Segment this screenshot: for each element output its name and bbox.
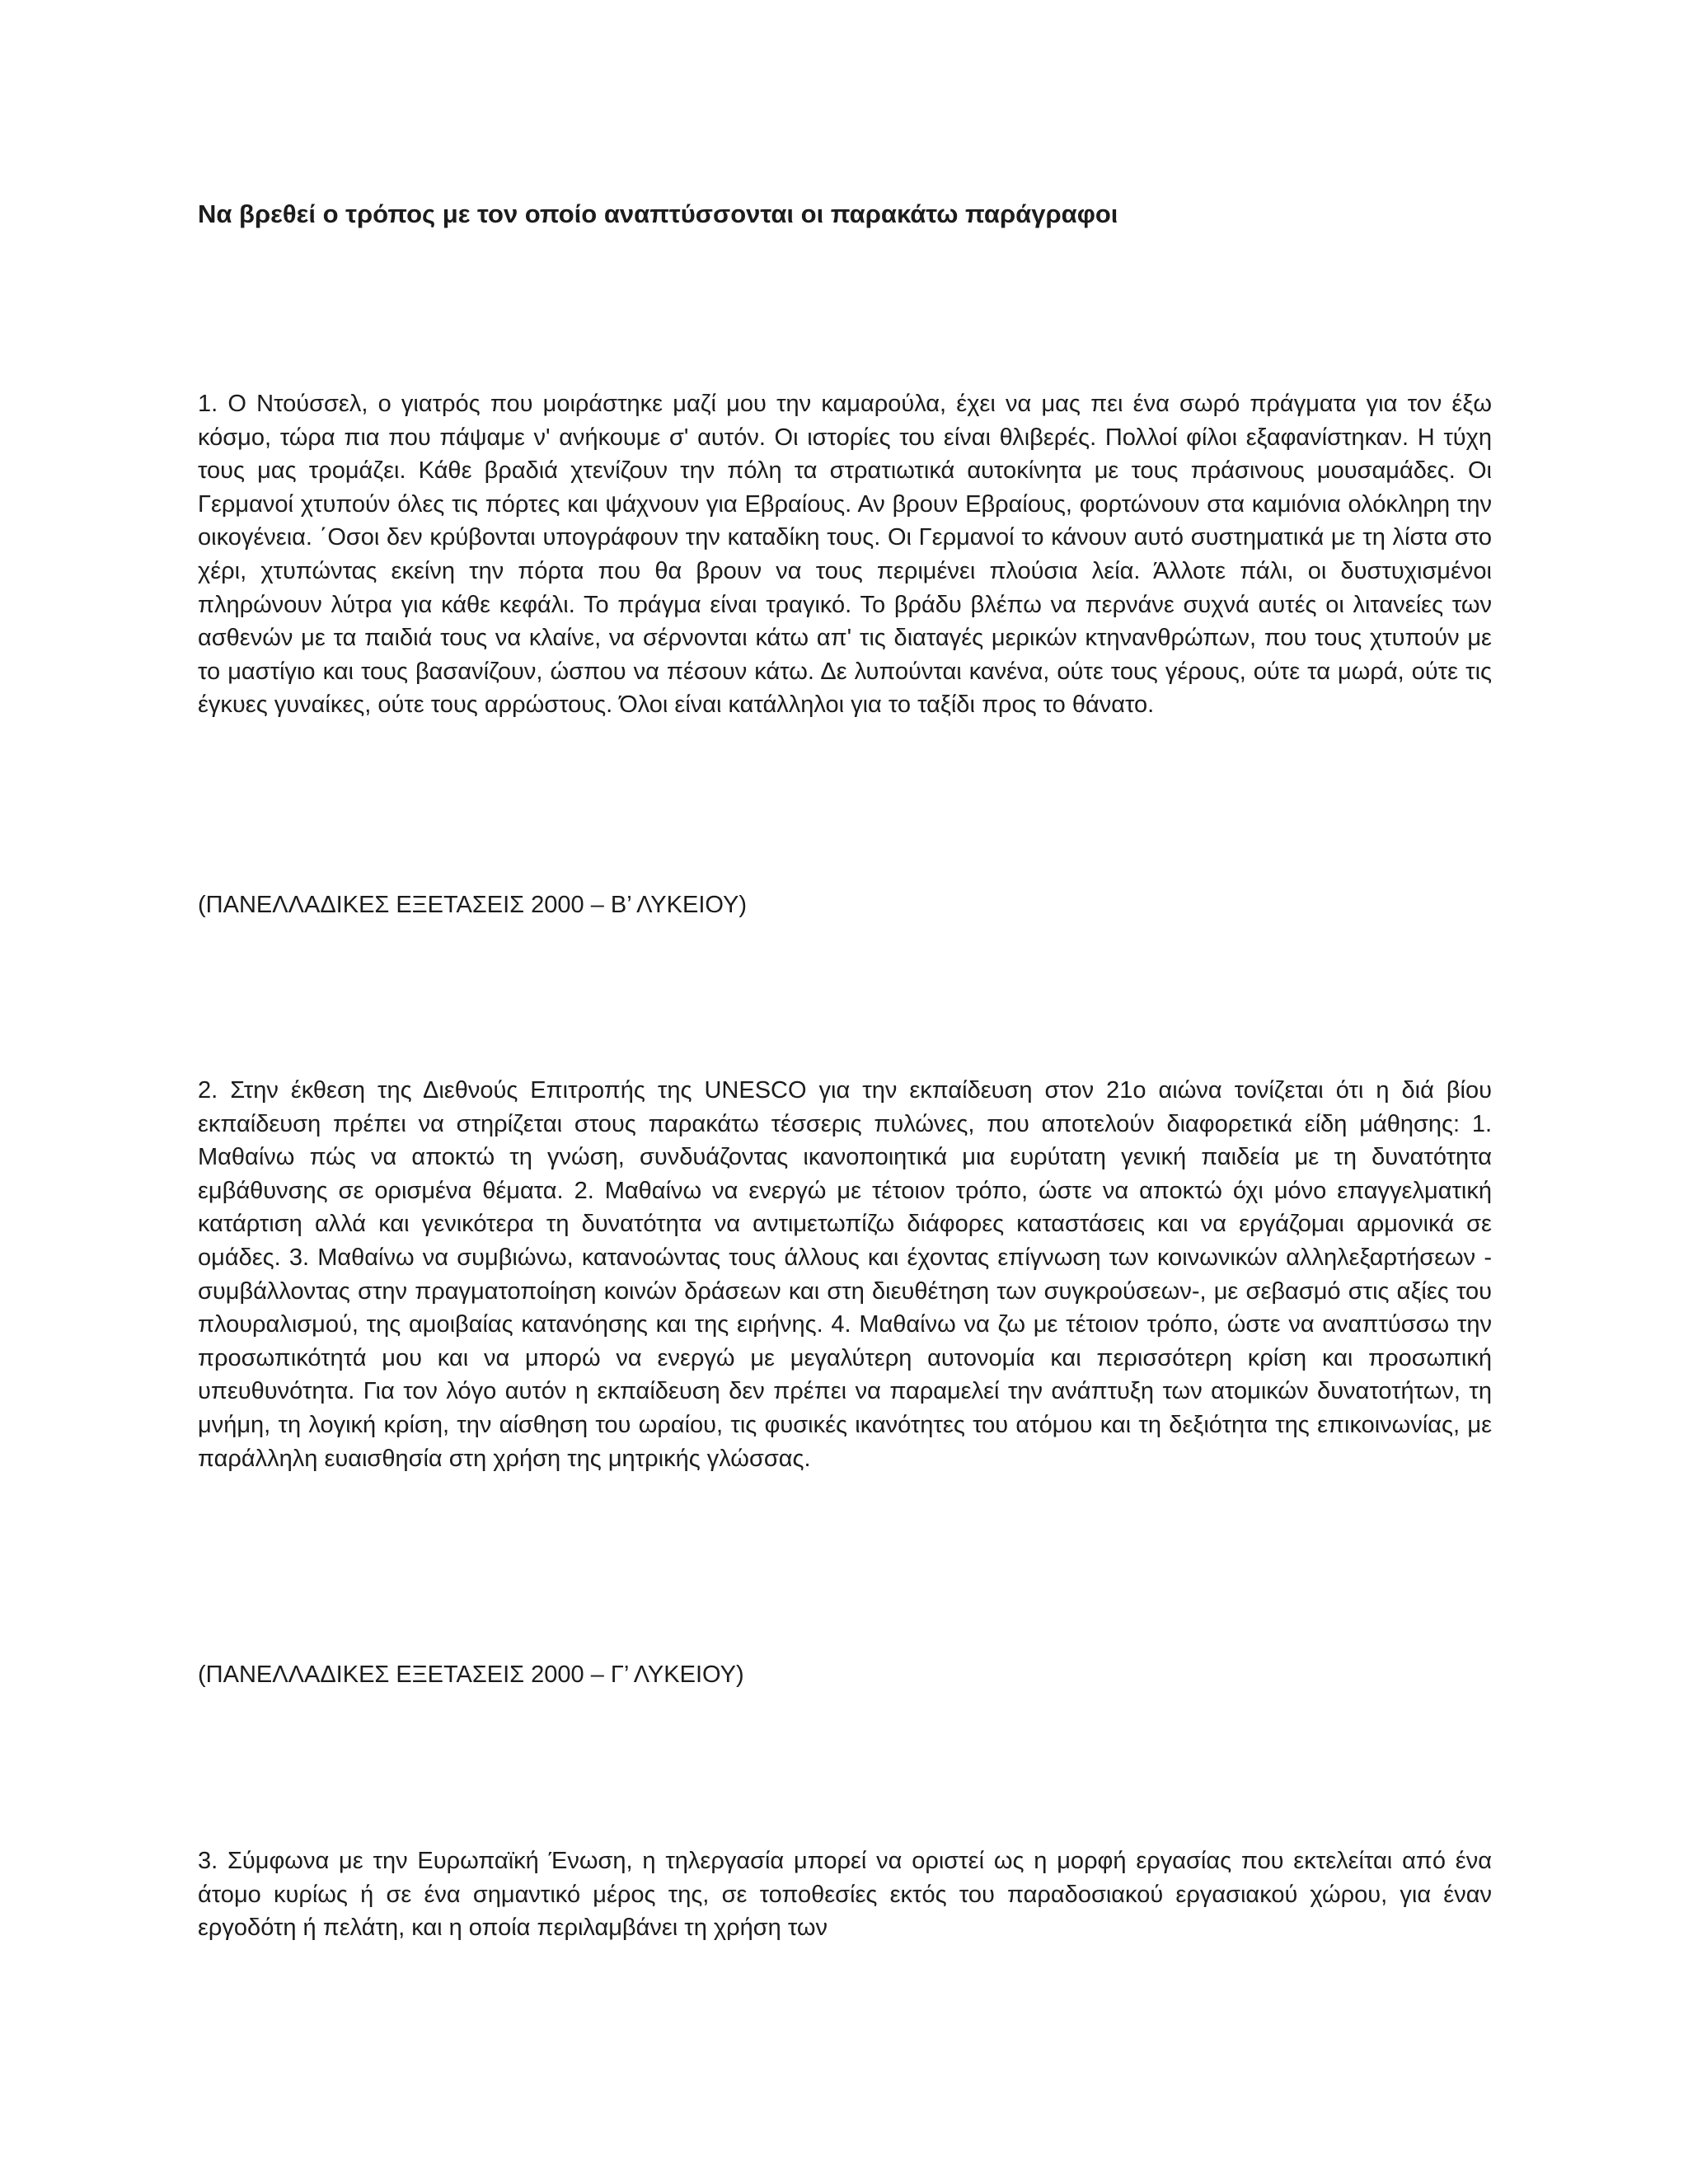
- document-title: Να βρεθεί ο τρόπος με τον οποίο αναπτύσσονται οι παρακάτω παράγραφοι: [198, 199, 1118, 228]
- paragraph-3: 3. Σύμφωνα με την Ευρωπαϊκή Ένωση, η τηλεργασία μπορεί να οριστεί ως η μορφή εργασίας που εκτελείται από ένα άτομο κυρίως ή σε ένα σημαντικό μέρος της, σε τοποθεσίες εκτός του παραδοσιακού εργασιακού χώρου, για έναν εργοδότη ή πελάτη, και η οποία περιλαμβάνει τη χρήση των: [198, 1848, 1492, 1942]
- paragraph-1: 1. Ο Ντούσσελ, ο γιατρός που μοιράστηκε μαζί μου την καμαρούλα, έχει να μας πει ένα σωρό πράγματα για τον έξω κόσμο, τώρα πια που πάψαμε ν' ανήκουμε σ' αυτόν. Οι ιστορίες του είναι θλιβερές. Πολλοί φίλοι εξαφανίστηκαν. Η τύχη τους μας τρομάζει. Κάθε βραδιά χτενίζουν την πόλη τα στρατιωτικά αυτοκίνητα με τους πράσινους μουσαμάδες. Οι Γερμανοί χτυπούν όλες τις πόρτες και ψάχνουν για Εβραίους. Αν βρουν Εβραίους, φορτώνουν στα καμιόνια ολόκληρη την οικογένεια. ΄Οσοι δεν κρύβονται υπογράφουν την καταδίκη τους. Οι Γερμανοί το κάνουν αυτό συστηματικά με τη λίστα στο χέρι, χτυπώντας εκείνη την πόρτα που θα βρουν να τους περιμένει πλούσια λεία. Άλλοτε πάλι, οι δυστυχισμένοι πληρώνουν λύτρα για κάθε κεφάλι. Το πράγμα είναι τραγικό. Το βράδυ βλέπω να περνάνε συχνά αυτές οι λιτανείες των ασθενών με τα παιδιά τους να κλαίνε, να σέρνονται κάτω απ' τις διαταγές μερικών κτηνανθρώπων, που τους χτυπούν με το μαστίγιο και τους βασανίζουν, ώσπου να πέσουν κάτω. Δε λυπούνται κανένα, ούτε τους γέρους, ούτε τα μωρά, ούτε τις έγκυες γυναίκες, ούτε τους αρρώστους. Όλοι είναι κατάλληλοι για το ταξίδι προς το θάνατο.: [198, 391, 1492, 719]
- paragraph-1-source: (ΠΑΝΕΛΛΑΔΙΚΕΣ ΕΞΕΤΑΣΕΙΣ 2000 – Β’ ΛΥΚΕΙΟΥ): [198, 892, 748, 918]
- paragraph-2: 2. Στην έκθεση της Διεθνούς Επιτροπής της UNESCO για την εκπαίδευση στον 21ο αιώνα τονίζεται ότι η διά βίου εκπαίδευση πρέπει να στηρίζεται στους παρακάτω τέσσερις πυλώνες, που αποτελούν διαφορετικά είδη μάθησης: 1. Μαθαίνω πώς να αποκτώ τη γνώση, συνδυάζοντας ικανοποιητικά μια ευρύτατη γενική παιδεία με τη δυνατότητα εμβάθυνσης σε ορισμένα θέματα. 2. Μαθαίνω να ενεργώ με τέτοιον τρόπο, ώστε να αποκτώ όχι μόνο επαγγελματική κατάρτιση αλλά και γενικότερα τη δυνατότητα να αντιμετωπίζω διάφορες καταστάσεις και να εργάζομαι αρμονικά σε ομάδες. 3. Μαθαίνω να συμβιώνω, κατανοώντας τους άλλους και έχοντας επίγνωση των κοινωνικών αλληλεξαρτήσεων - συμβάλλοντας στην πραγματοποίηση κοινών δράσεων και στη διευθέτηση των συγκρούσεων-, με σεβασμό στις αξίες του πλουραλισμού, της αμοιβαίας κατανόησης και της ειρήνης. 4. Μαθαίνω να ζω με τέτοιον τρόπο, ώστε να αναπτύσσω την προσωπικότητά μου και να μπορώ να ενεργώ με μεγαλύτερη αυτονομία και περισσότερη κρίση και προσωπική υπευθυνότητα. Για τον λόγο αυτόν η εκπαίδευση δεν πρέπει να παραμελεί την ανάπτυξη των ατομικών δυνατοτήτων, τη μνήμη, τη λογική κρίση, την αίσθηση του ωραίου, τις φυσικές ικανότητες του ατόμου και τη δεξιότητα της επικοινωνίας, με παράλληλη ευαισθησία στη χρήση της μητρικής γλώσσας.: [198, 1077, 1492, 1472]
- paragraph-2-source: (ΠΑΝΕΛΛΑΔΙΚΕΣ ΕΞΕΤΑΣΕΙΣ 2000 – Γ’ ΛΥΚΕΙΟΥ): [198, 1661, 744, 1688]
